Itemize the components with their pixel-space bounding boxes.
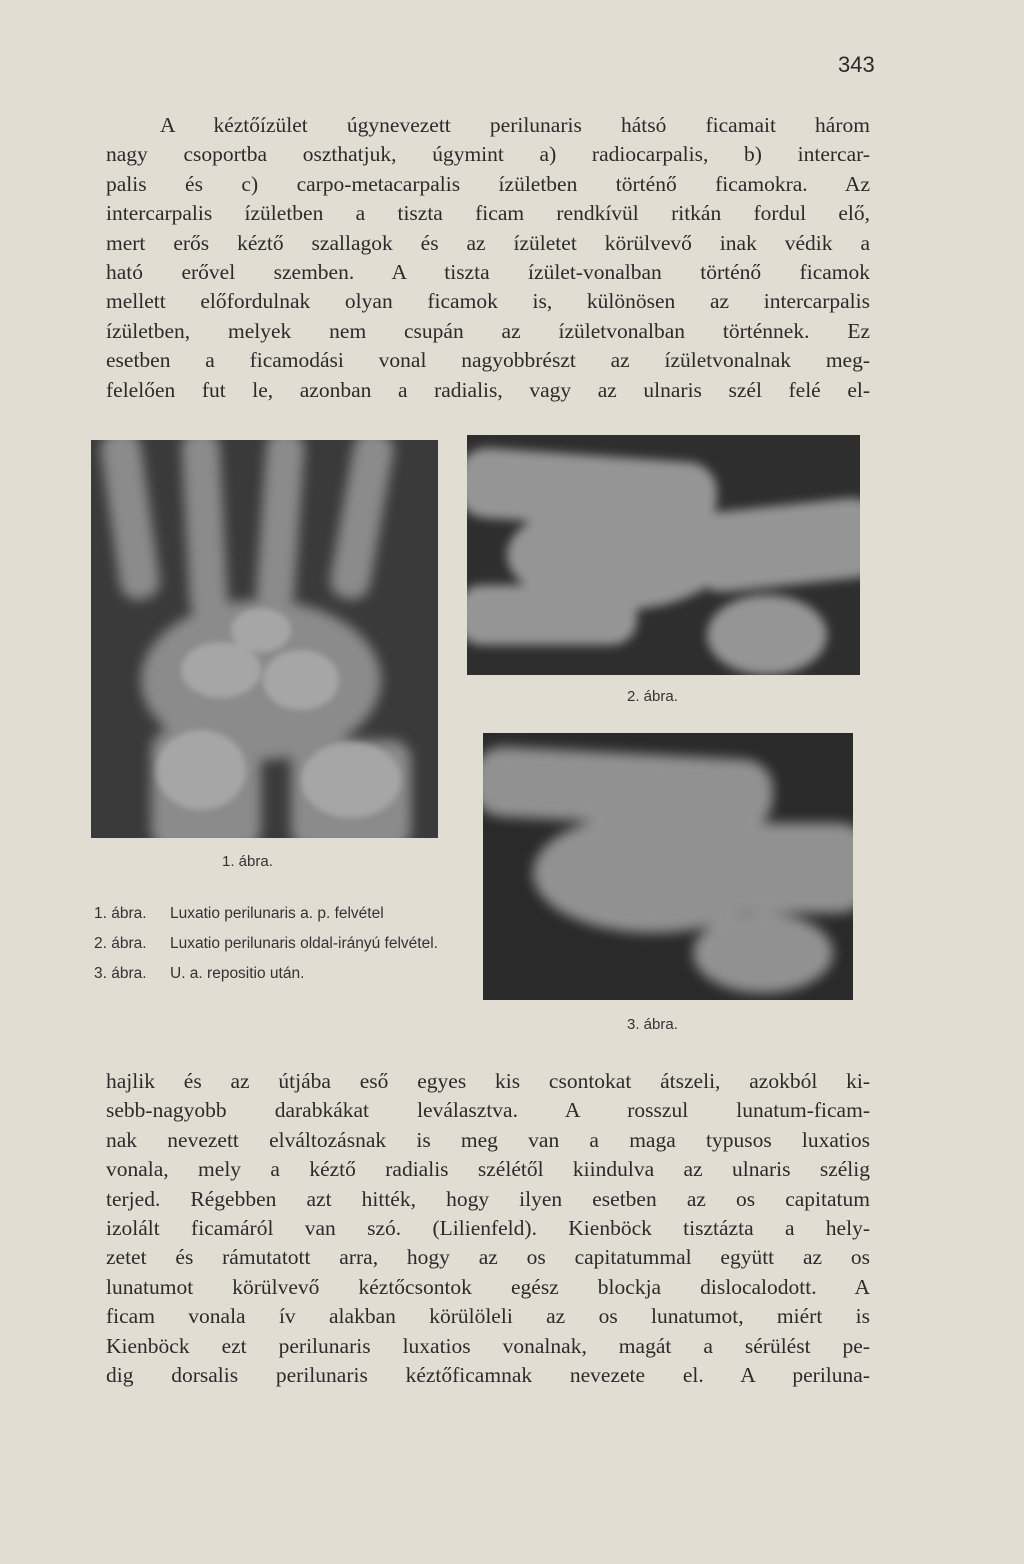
text-line: hajlik és az útjába eső egyes kis csontokat átszeli, azokból ki- <box>106 1069 870 1093</box>
text-line: mert erős kéztő szallagok és az ízületet körülvevő inak védik a <box>106 230 870 255</box>
caption-2 <box>94 933 454 955</box>
text-line: vonala, mely a kéztő radialis szélétől kiindulva az ulnaris szélig <box>106 1157 870 1182</box>
figure-3-xray <box>483 733 853 1000</box>
figure-2-xray <box>467 435 860 675</box>
text-line: zetet és rámutatott arra, hogy az os capitatummal együtt az os <box>106 1245 870 1270</box>
paragraph-bottom <box>106 1067 870 1390</box>
caption-text: U. a. repositio után. <box>170 965 305 982</box>
text-line: terjed. Régebben azt hitték, hogy ilyen esetben az os capitatum <box>106 1186 870 1211</box>
caption-text: Luxatio perilunaris oldal-irányú felvétel. <box>170 935 438 952</box>
text-line: A kéztőízület úgynevezett perilunaris hátsó ficamait három <box>160 113 870 137</box>
caption-3 <box>94 963 454 985</box>
text-line: lunatumot körülvevő kéztőcsontok egész blockja dislocalodott. A <box>106 1274 870 1299</box>
figure-captions <box>94 903 454 993</box>
figure-1-xray <box>91 440 438 838</box>
text-line: nagy csoportba oszthatjuk, úgymint a) radiocarpalis, b) intercar- <box>106 142 870 167</box>
caption-number: 1. ábra. <box>94 905 147 922</box>
figure-3-label: 3. ábra. <box>627 1016 678 1033</box>
text-line: dig dorsalis perilunaris kéztőficamnak nevezete el. A periluna- <box>106 1362 870 1387</box>
figure-1-label: 1. ábra. <box>222 853 273 870</box>
figure-2-label: 2. ábra. <box>627 688 678 705</box>
caption-1 <box>94 903 454 925</box>
text-line: ízületben, melyek nem csupán az ízületvonalban történnek. Ez <box>106 318 870 343</box>
caption-number: 3. ábra. <box>94 965 147 982</box>
text-line: izolált ficamáról van szó. (Lilienfeld). Kienböck tisztázta a hely- <box>106 1215 870 1240</box>
text-line: ható erővel szemben. A tiszta ízület-vonalban történő ficamok <box>106 259 870 284</box>
text-line: felelően fut le, azonban a radialis, vagy az ulnaris szél felé el- <box>106 377 870 402</box>
caption-number: 2. ábra. <box>94 935 147 952</box>
paragraph-top <box>106 111 870 405</box>
text-line: esetben a ficamodási vonal nagyobbrészt az ízületvonalnak meg- <box>106 348 870 373</box>
text-line: palis és c) carpo-metacarpalis ízületben történő ficamokra. Az <box>106 171 870 196</box>
text-line: mellett előfordulnak olyan ficamok is, különösen az intercarpalis <box>106 289 870 314</box>
page-number: 343 <box>838 52 875 77</box>
caption-text: Luxatio perilunaris a. p. felvétel <box>170 905 384 922</box>
text-line: ficam vonala ív alakban körülöleli az os lunatumot, miért is <box>106 1304 870 1329</box>
text-line: Kienböck ezt perilunaris luxatios vonalnak, magát a sérülést pe- <box>106 1333 870 1358</box>
text-line: nak nevezett elváltozásnak is meg van a maga typusos luxatios <box>106 1127 870 1152</box>
text-line: intercarpalis ízületben a tiszta ficam rendkívül ritkán fordul elő, <box>106 201 870 226</box>
text-line: sebb-nagyobb darabkákat leválasztva. A rosszul lunatum-ficam- <box>106 1098 870 1123</box>
